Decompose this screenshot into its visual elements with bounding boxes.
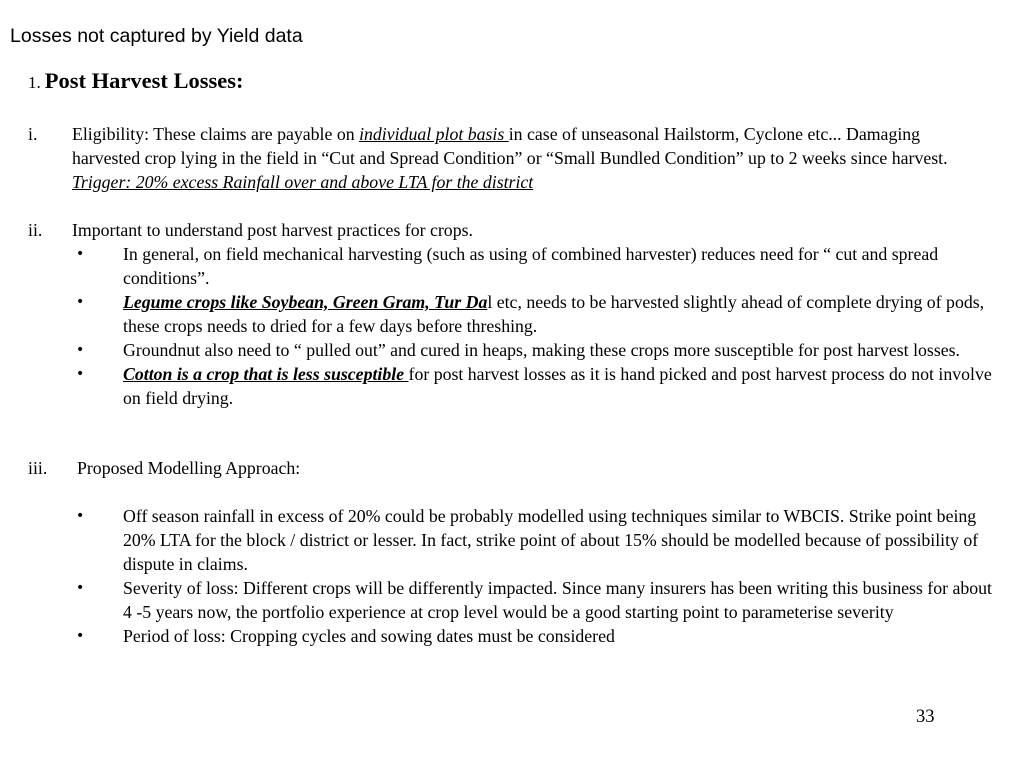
list-item bbox=[72, 576, 993, 624]
list-item bbox=[72, 504, 993, 576]
item-i-trigger: Trigger: 20% excess Rainfall over and above LTA for the district bbox=[72, 172, 534, 192]
page-number: 33 bbox=[916, 707, 935, 727]
bullet-glyph: • bbox=[76, 294, 85, 310]
bullet-text: Groundnut also need to “ pulled out” and cured in heaps, making these crops more susceptible for post harvest losses. bbox=[123, 340, 960, 360]
item-iii-text: Proposed Modelling Approach: bbox=[77, 458, 301, 478]
item-i-marker: i. bbox=[28, 124, 38, 144]
bullet-text: for post harvest losses as it is hand picked and post harvest process do not involve on field drying. bbox=[123, 364, 992, 408]
list-item bbox=[72, 338, 993, 362]
item-iii bbox=[28, 456, 998, 480]
bullet-text: l etc, needs to be harvested slightly ahead of complete drying of pods, these crops needs to dried for a few days before threshing. bbox=[123, 292, 985, 336]
item-i-text-middle: in case of unseasonal Hailstorm, Cyclone etc... Damaging harvested crop lying in the field in “Cut and Spread Condition” or “Small Bundled Condition” up to 2 weeks since harvest. bbox=[72, 124, 948, 168]
bullet-glyph: • bbox=[76, 580, 85, 596]
bullet-emphasis-cotton: Cotton is a crop that is less susceptible bbox=[123, 364, 409, 384]
section-heading-label: Post Harvest Losses: bbox=[44, 68, 244, 93]
item-i-emphasis-plot-basis: individual plot basis bbox=[359, 124, 509, 144]
bullet-glyph: • bbox=[76, 628, 85, 644]
item-i bbox=[28, 122, 998, 194]
slide-title: Losses not captured by Yield data bbox=[10, 25, 303, 47]
bullet-glyph: • bbox=[76, 246, 85, 262]
bullet-emphasis-legume: Legume crops like Soybean, Green Gram, Tur Da bbox=[123, 292, 488, 312]
item-ii-bullet-list bbox=[72, 242, 1002, 410]
bullet-text: In general, on field mechanical harvesting (such as using of combined harvester) reduces need for “ cut and spread conditions”. bbox=[123, 244, 939, 288]
item-iii-bullet-list bbox=[72, 504, 1002, 648]
section-number: 1. bbox=[28, 73, 41, 92]
bullet-text: Off season rainfall in excess of 20% could be probably modelled using techniques similar to WBCIS. Strike point being 20% LTA for the block / district or lesser. In fact, strike point of about 15% should be modelled because of possibility of dispute in claims. bbox=[123, 506, 979, 574]
item-ii-text: Important to understand post harvest practices for crops. bbox=[72, 220, 473, 240]
bullet-glyph: • bbox=[76, 508, 85, 524]
item-i-text bbox=[72, 122, 992, 194]
bullet-text: Period of loss: Cropping cycles and sowing dates must be considered bbox=[123, 626, 615, 646]
list-item bbox=[72, 624, 993, 648]
item-ii bbox=[28, 218, 998, 242]
list-item bbox=[72, 242, 993, 290]
bullet-glyph: • bbox=[76, 342, 85, 358]
bullet-glyph: • bbox=[76, 366, 85, 382]
bullet-text: Severity of loss: Different crops will be differently impacted. Since many insurers has been writing this business for about 4 -5 years now, the portfolio experience at crop level would be a good starting point to parameterise severity bbox=[123, 578, 992, 622]
item-ii-marker: ii. bbox=[28, 220, 43, 240]
list-item bbox=[72, 290, 993, 338]
section-heading bbox=[28, 68, 243, 94]
list-item bbox=[72, 362, 993, 410]
item-i-text-before: Eligibility: These claims are payable on bbox=[72, 124, 360, 144]
item-iii-marker: iii. bbox=[28, 458, 48, 478]
